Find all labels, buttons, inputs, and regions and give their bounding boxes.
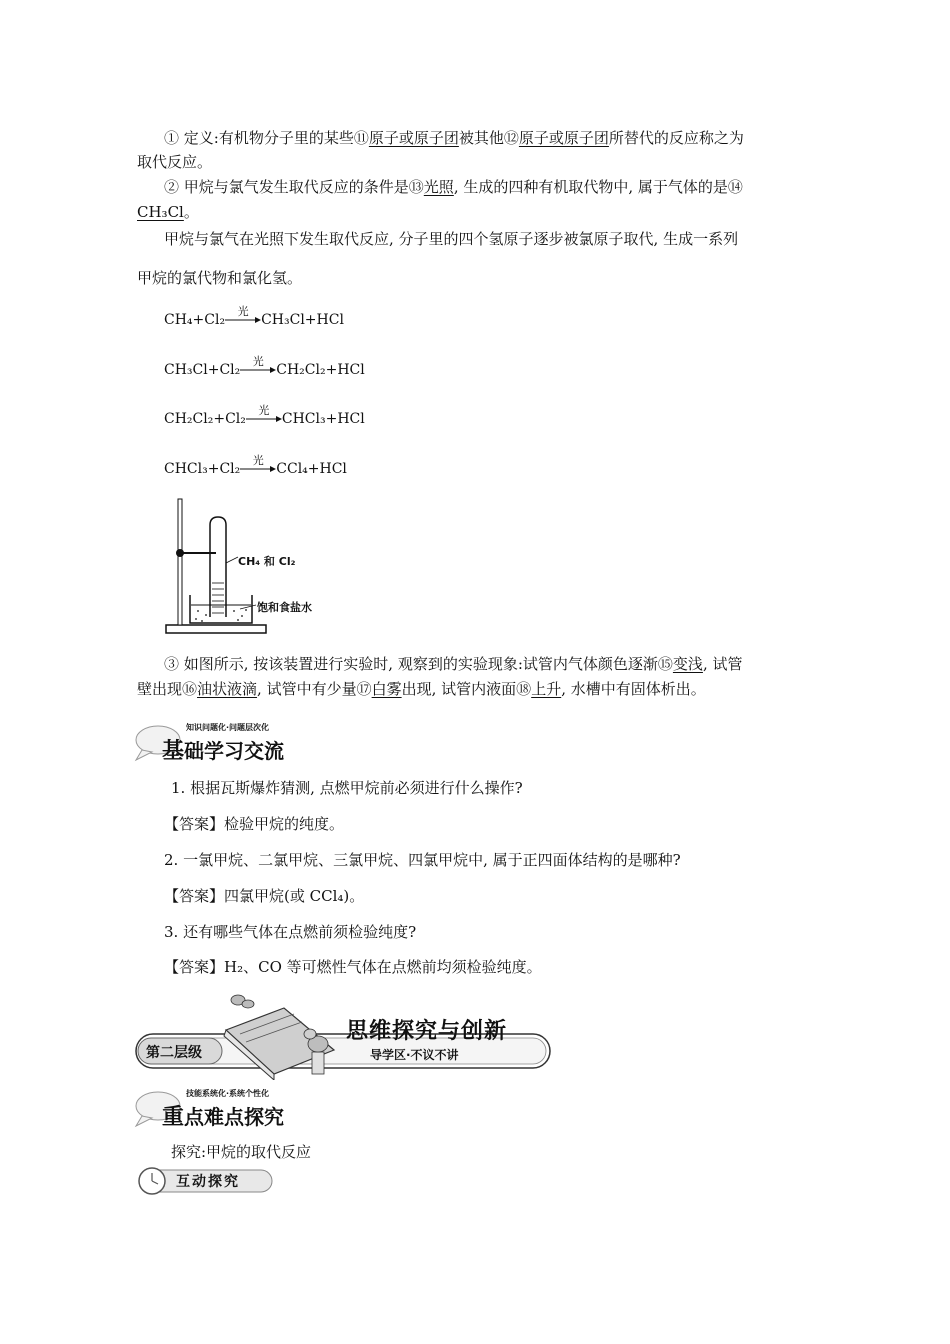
answer-text: H₂、CO 等可燃性气体在点燃前均须检验纯度。 [224,958,542,976]
condition-line-1 [164,177,743,197]
answer-blank: 光照 [423,178,454,196]
reaction-condition: 光 [252,454,264,467]
banner-title-first: 基 [162,739,185,764]
brine-label: 饱和食盐水 [257,601,312,614]
explore-heading: 探究:甲烷的取代反应 [171,1143,312,1161]
blank-number: ⑰ [356,680,372,698]
explanation-line-2: 甲烷的氯代物和氯化氢。 [137,269,303,287]
condition-line-2 [137,202,199,222]
interactive-explore-tag [134,1164,274,1196]
reaction-arrow [240,454,276,477]
products: CCl₄+HCl [276,461,347,477]
apparatus-diagram [160,495,340,640]
products: CH₂Cl₂+HCl [276,362,365,378]
blank-number: ⑬ [408,178,424,196]
reaction-condition: 光 [252,355,264,368]
blank-number: ⑪ [353,129,369,147]
answer-tag: 【答案】 [164,958,225,976]
answer-3 [164,957,542,977]
equation-1 [164,305,344,330]
banner-subtitle: 知识问题化·问题层次化 [186,723,270,732]
answer-blank: 原子或原子团 [368,129,459,147]
definition-line-1 [164,128,744,148]
reaction-arrow [246,404,282,427]
text: , 试管 [702,655,743,673]
reaction-condition: 光 [237,305,249,318]
reaction-condition: 光 [258,404,270,417]
answer-blank: 原子或原子团 [518,129,609,147]
blank-number: ⑭ [727,178,743,196]
text: 。 [183,203,199,221]
banner-subtitle: 技能系统化·系统个性化 [186,1089,270,1098]
reactants: CHCl₃+Cl₂ [164,461,241,477]
reactants: CH₂Cl₂+Cl₂ [164,411,246,427]
answer-2 [164,886,364,906]
blank-number: ⑱ [516,680,532,698]
answer-blank: 变浅 [672,655,703,673]
equation-3 [164,404,365,429]
level-title: 思维探究与创新 [346,1019,508,1044]
interactive-label: 互动探究 [176,1174,240,1190]
answer-text: 四氯甲烷(或 CCl₄)。 [224,887,365,905]
text: 壁出现 [137,680,183,698]
reactants: CH₃Cl+Cl₂ [164,362,241,378]
reactants: CH₄+Cl₂ [164,312,226,328]
level-two-banner [134,990,554,1080]
answer-tag: 【答案】 [164,887,225,905]
banner-title-first: 重 [162,1105,185,1130]
phenomenon-line-1 [164,654,742,674]
phenomenon-line-2 [137,679,706,699]
blank-number: ⑮ [657,655,673,673]
answer-blank: CH₃Cl [137,203,184,221]
answer-1 [164,814,344,834]
reaction-arrow [240,355,276,378]
item-number: ① 定义: [164,129,219,147]
text: ② 甲烷与氯气发生取代反应的条件是 [164,178,409,196]
text: , 试管中有少量 [257,680,357,698]
answer-blank: 油状液滴 [197,680,258,698]
answer-text: 检验甲烷的纯度。 [224,815,345,833]
explanation-line-1: 甲烷与氯气在光照下发生取代反应, 分子里的四个氢原子逐步被氯原子取代, 生成一系列 [164,230,739,248]
text: 被其他 [458,129,504,147]
blank-number: ⑯ [182,680,198,698]
products: CHCl₃+HCl [281,411,365,427]
text: , 生成的四种有机取代物中, 属于气体的是 [453,178,728,196]
level-subtitle: 导学区·不议不讲 [370,1048,459,1062]
section-banner-key-points [132,1086,332,1130]
banner-title [162,1100,284,1131]
banner-title-rest: 点难点探究 [184,1105,285,1129]
banner-title [162,734,284,765]
answer-blank: 白雾 [371,680,402,698]
section-banner-basic [132,720,332,764]
gas-label: CH₄ 和 Cl₂ [238,555,296,568]
banner-title-rest: 础学习交流 [184,739,285,763]
butterfly-icon [231,995,254,1008]
level-label: 第二层级 [146,1045,202,1061]
text: 出现, 试管内液面 [401,680,517,698]
text: , 水槽中有固体析出。 [561,680,706,698]
question-2: 2. 一氯甲烷、二氯甲烷、三氯甲烷、四氯甲烷中, 属于正四面体结构的是哪种? [164,851,681,869]
answer-blank: 上升 [531,680,562,698]
text: ③ 如图所示, 按该装置进行实验时, 观察到的实验现象:试管内气体颜色逐渐 [164,655,658,673]
text: 有机物分子里的某些 [218,129,354,147]
question-3: 3. 还有哪些气体在点燃前须检验纯度? [164,923,417,941]
question-1: 1. 根据瓦斯爆炸猜测, 点燃甲烷前必须进行什么操作? [171,779,523,797]
text: 所替代的反应称之为 [608,129,744,147]
products: CH₃Cl+HCl [261,312,344,328]
equation-4 [164,454,347,479]
reaction-arrow [225,305,261,328]
definition-line-2: 取代反应。 [137,153,213,171]
answer-tag: 【答案】 [164,815,225,833]
equation-2 [164,355,365,380]
blank-number: ⑫ [503,129,519,147]
